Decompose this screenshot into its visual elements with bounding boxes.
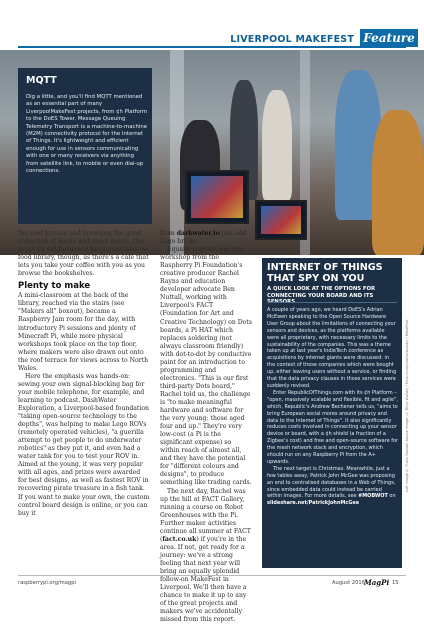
footer-url[interactable]: raspberrypi.org/magpi	[18, 580, 76, 586]
boxout-rule	[267, 302, 397, 303]
boxout-kicker: A QUICK LOOK AT THE OPTIONS FOR CONNECTING YOUR BOARD AND ITS	[267, 286, 401, 306]
paragraph	[160, 488, 252, 624]
darkwater-link[interactable]: darkwater.io	[177, 230, 220, 237]
paragraph	[160, 230, 252, 246]
article-column-2	[160, 230, 252, 624]
sidebar-body: Dig a little, and you'll find MQTT mentioned as an essential part of many LiverpoolMakeFest projects, from ¢h Platform to the DoES Tower. Message Queuing Telemetry Transport is a machine-to-machine (M2M) connectivity protocol for the Internet of Things. It's lightweight and efficient enough for use in sensors communicating with one or many receivers via anything from satellite link, to mobile or even dial-up connections.	[26, 94, 148, 175]
text: on	[388, 493, 396, 499]
slideshare-link[interactable]: slideshare.net/PatrickJohnMcGee	[267, 500, 359, 506]
mobwot-link[interactable]: #MOBWOT	[358, 493, 388, 499]
text: The next day, Rachel was up the hill at FACT Gallery, running a course on Robot Greenhouses with the Pi. Further maker activities continue all summer at FACT (	[160, 488, 251, 543]
photo-credit: Left image © Frank Gaskell Above image: © Rhys Wolsey / flickr.com/photos/wolsey / MakeFest	[405, 262, 409, 492]
section-title: LIVERPOOL MAKEFEST	[230, 34, 354, 45]
text: ) if you're in the area. If not, get ready for a journey: we've a strong feeling that next year will bring an equally splendid follow-on MakeFest in Liverpool. We'll then have a chance to make it up to any of the great projects and makers we've accidentally missed from this report.	[160, 536, 247, 623]
iot-boxout	[262, 258, 402, 568]
text: just add Lego bricks.	[160, 230, 247, 245]
boxout-headline: INTERNET OF THINGS THAT SPY ON YOU	[267, 263, 399, 284]
paragraph: Here the emphasis was hands-on: sewing your own signal-blocking bag for your mobile telephone, for example, and learning to podcast. DashWater Exploration, a Liverpool-based foundation "taking open-source technology to the depths", was helping to make Lego ROVs (remotely operated vehicles), "a guerilla attempt to get people to do underwater robotics" as they put it, and even had a water tank for you to test your ROV in. Aimed at the young, it was very popular with all ages, and prizes were awarded for best designs, as well as fastest ROV in recovering pirate treasure in a fish tank. If you want to make your own, the custom control board design is online, or you can buy it	[18, 373, 150, 518]
text: The next target is Christmas. Meanwhile, just a few tables away, Patrick John McGee was proposing an end to centralised databases in a Web of Things, since embedded data could instead be carried within images. For more details, see	[267, 466, 395, 500]
footer-rule	[18, 575, 406, 576]
page-number: 15	[392, 580, 399, 586]
paragraph: A couple of years ago, we heard DoES's Adrian McEwen speaking to the Open Source Hardware User Group about the limitations of connecting your sensors and devices, as the platforms available were all proprietary, with necessary limits to the sustainability of the companies. This was a theme taken up at last year's IndieTech conference as acquisitions by internet giants were discussed: in the context of those companies which were bought up, either leaving users without a service, or finding that the data privacy clauses in those services were suddenly revised.	[267, 307, 398, 390]
text: from	[160, 230, 177, 237]
feature-label: Feature	[360, 29, 418, 47]
fact-link[interactable]: fact.co.uk	[162, 536, 196, 543]
sidebar-title: MQTT	[26, 75, 57, 86]
header-rule	[18, 46, 406, 48]
footer-date: August 2016	[332, 580, 365, 586]
boxout-body	[267, 307, 398, 507]
paragraph: the roof terrace and browsing the great collection of books and sheet music, this is not an old-fashioned keep-quiet-and-no-food library, though, as there's a cafe that lets you take your coffee with you as you browse the bookshelves.	[18, 230, 150, 278]
article-column-1	[18, 230, 150, 518]
mqtt-sidebar	[18, 68, 152, 224]
subheading: Plenty to make	[18, 282, 150, 290]
magpi-logo: MagPi	[364, 578, 389, 587]
paragraph: Equally popular was the workshop from the Raspberry Pi Foundation's creative producer Rachel Rayns and education developer advocate Ben Nuttall, working with Liverpool's FACT (Foundation for Art and Creative Technology) on Dots boards, a Pi HAT which replaces soldering (not always classroom friendly) with dot-to-dot by conductive paint for an introduction to programming and electronics. "This is our first third-party Dots board," Rachel told us, the challenge is "to make meaningful hardware and software for the very young: those aged four and up." They're very low-cost (a Pi is the significant expense) so within reach of almost all, and they have the potential for "different colours and designs", to produce something like trading cards.	[160, 246, 252, 487]
paragraph	[267, 466, 398, 507]
paragraph: Enter RepublicOfThings.com with its ¢h Platform – "open, massively scalable and flexible, fit and agile", which, Republic's Andrew Bechener tells us, "aims to bring European social mores around privacy and data to the Internet of Things". It also significantly reduces costs involved in connecting up your sensor device or board, with a ¢h shield (a fraction of a Zigbee's cost) and free and open-source software for the mesh network stack and encryption, which should run on any Raspberry Pi from the A+ upwards.	[267, 390, 398, 466]
page-header	[0, 0, 424, 54]
paragraph: A mini-classroom at the back of the library, reached via the stairs (see "Makers all" boxout), became a Raspberry Jam room for the day, with introductory Pi sessions and plenty of Minecraft Pi, while more physical workshops took place on the top floor, where makers were also drawn out onto the roof terrace for views across to North Wales.	[18, 292, 150, 372]
